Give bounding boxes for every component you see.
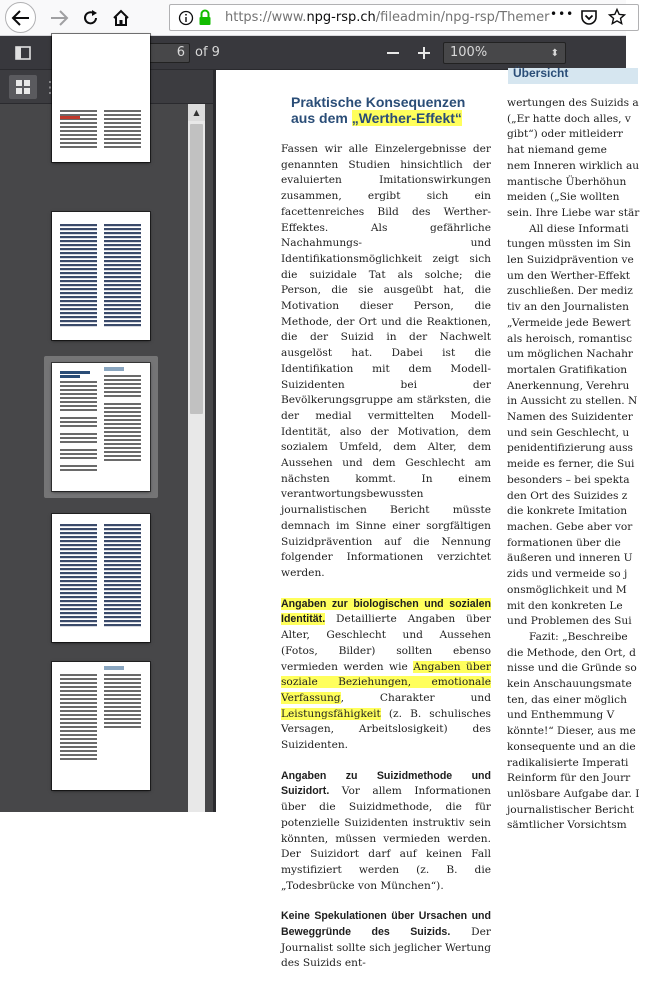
right-column-line: onsmöglichkeit und M xyxy=(507,583,627,596)
page-count: of 9 xyxy=(195,45,220,60)
right-column-line: nem Inneren wirklich au xyxy=(507,159,640,172)
right-column-line: unlösbare Aufgabe dar. I xyxy=(507,787,640,800)
url-text[interactable]: https://www.npg-rsp.ch/fileadmin/npg-rsp/Themer xyxy=(225,10,550,25)
right-column-line: mortalen Gratifikation xyxy=(507,363,628,376)
subheading-method: Angaben zu Suizidmethode und Suizidort. xyxy=(281,769,491,798)
right-column-line: Anerkennung, Verehru xyxy=(507,379,630,392)
right-column-line: und Enthemmung V xyxy=(507,709,615,722)
right-column-line: als heroisch, romantisc xyxy=(507,332,632,345)
heading-line-2: aus dem „Werther-Effekt“ xyxy=(291,110,462,126)
page-thumbnail-image xyxy=(52,363,150,491)
right-column-line: „Vermeide jede Bewert xyxy=(507,316,631,329)
right-column-line: tungen müssten im Sin xyxy=(507,238,631,251)
right-column-line: kein Anschauungsmate xyxy=(507,678,632,691)
grid-icon xyxy=(16,80,30,94)
page-thumbnail-image xyxy=(52,514,150,642)
right-column-line: mantische Überhöhun xyxy=(507,175,627,188)
page-thumbnail-6[interactable] xyxy=(52,514,150,642)
thumbnail-list[interactable] xyxy=(0,104,188,812)
minus-icon xyxy=(387,47,399,59)
url-bar[interactable] xyxy=(169,4,639,31)
arrow-right-icon xyxy=(50,10,68,26)
right-column-line: sämtlicher Vorsichtsm xyxy=(507,819,627,832)
subheading-identity: Angaben zur biologischen und sozialen Identität. xyxy=(281,597,491,626)
subheading-speculation: Keine Spekulationen über Ursachen und Beweggründe des Suizids. xyxy=(281,910,491,939)
right-column-line: und Problemen des Sui xyxy=(507,615,632,628)
right-column-line: die Methode, den Ort, d xyxy=(507,646,636,659)
right-column-line: zuschließen. Der mediz xyxy=(507,285,633,298)
right-column-line: All diese Informati xyxy=(529,222,629,235)
right-column-line: sein. Ihre Liebe war stär xyxy=(507,206,640,219)
section-tab-label: Übersicht xyxy=(513,66,569,80)
page-actions-button[interactable]: ••• xyxy=(550,7,575,21)
document-viewer[interactable] xyxy=(213,66,640,970)
right-column-line: besonders – bei spekta xyxy=(507,473,630,486)
zoom-value: 100% xyxy=(450,45,488,60)
updown-caret-icon: ⬍ xyxy=(550,48,559,59)
tab-thumbnails[interactable] xyxy=(9,75,37,99)
page-thumbnail-4[interactable] xyxy=(52,212,150,340)
right-column-line: journalistischer Bericht xyxy=(507,803,634,816)
pocket-icon[interactable] xyxy=(580,9,598,26)
page-thumbnail-image xyxy=(52,212,150,340)
highlight-werther-effekt: „Werther-Effekt“ xyxy=(351,110,462,126)
right-column-line: penidentifizierung auss xyxy=(507,442,633,455)
right-column-line: hat niemand geme xyxy=(507,144,607,157)
right-column-line: konsequente und an die xyxy=(507,740,636,753)
right-column-line: mit den konkreten Le xyxy=(507,599,623,612)
back-button[interactable] xyxy=(5,2,36,33)
plus-icon xyxy=(418,47,430,59)
page-thumbnail-image xyxy=(52,34,150,162)
heading-line-1: Praktische Konsequenzen xyxy=(291,94,466,110)
article-heading xyxy=(291,94,491,126)
paragraph-4: Keine Spekulationen über Ursachen und Beweggründe des Suizids. Der Journalist sollte sich jeglicher Wertung des Suizids ent- xyxy=(281,910,491,970)
right-column-line: Namen des Suizidenter xyxy=(507,411,633,424)
right-column-line: formationen über die xyxy=(507,536,621,549)
paragraph-2: Angaben zur biologischen und sozialen Identität. Detaillierte Angaben über Alter, Geschlecht und Aussehen (Fotos, Bilder) sollten ebenso vermieden werden wie Angaben über soziale Beziehungen, emotionale Verfassung, Charakter und Leistungsfähigkeit (z. B. schulisches Versagen, Arbeitslosigkeit) des Suizidenten. xyxy=(281,597,491,752)
right-column-line: meide es ferner, die Sui xyxy=(507,458,635,471)
page-thumbnail-7[interactable] xyxy=(52,662,150,790)
scrollbar-thumb[interactable] xyxy=(190,124,203,414)
right-column-line: radikalisierte Imperati xyxy=(507,756,629,769)
url-path: /fileadmin/npg-rsp/Themer xyxy=(375,10,550,25)
sidebar-scrollbar[interactable] xyxy=(188,104,205,812)
lock-icon xyxy=(198,9,212,26)
page-thumbnail-image xyxy=(52,662,150,790)
right-column-line: und sein Geschlecht, u xyxy=(507,426,630,439)
right-column-line: könnte!“ Dieser, aus me xyxy=(507,725,636,738)
reload-button[interactable] xyxy=(76,3,106,33)
info-icon[interactable] xyxy=(178,10,194,26)
right-column-line: zids und vermeide so j xyxy=(507,568,628,581)
right-column-line: len Suizidprävention ve xyxy=(507,254,634,267)
bookmark-star-icon[interactable] xyxy=(608,8,626,26)
paragraph-1: Fassen wir alle Einzelergebnisse der genannten Studien hinsichtlich der evaluierten Imitationswirkungen zusammen, ergibt sich ein facettenreiches Bild des Werther-Effektes. Als gefährliche Nachahmungs- und Identifikationsmöglichkeit zeigt sich die suizidale Tat als solche; die Person, die sie ausgeübt hat, die Motivation dieser Person, die Methode, der Ort und die Reaktionen, die der Suizid in der Nachwelt ausgelöst hat. Dabei ist die Identifikation mit dem Modell-Suizidenten bei der Bevölkerungsgruppe am stärksten, die der medial vermittelten Modell-Identität, also der Motivation, dem sozialem Umfeld, dem Alter, dem Aussehen und dem Geschlecht am nächsten kommt. In einem verantwortungsbewussten journalistischen Bericht müsste demnach im Sinne einer sorgfältigen Suizidprävention auf die Nennung folgender Informationen verzichtet werden. xyxy=(281,143,491,579)
right-column-line: machen. Gebe aber vor xyxy=(507,520,633,533)
page-thumbnail-5[interactable] xyxy=(52,363,150,491)
browser-navbar xyxy=(0,0,626,36)
sidebar xyxy=(0,70,213,812)
right-column-line: tiv an den Journalisten xyxy=(507,301,629,314)
text-column-left xyxy=(281,94,491,987)
right-column-line: meiden („Sie wollten xyxy=(507,191,620,204)
right-column-line: die konkrete Imitation xyxy=(507,505,628,518)
right-column-line: ten, das einer möglich xyxy=(507,693,627,706)
right-column-line: Reinform für den Jourr xyxy=(507,772,631,785)
right-column-lines xyxy=(507,96,647,834)
highlight-performance: Leistungsfähigkeit xyxy=(281,707,381,720)
arrow-left-icon xyxy=(12,10,30,26)
right-column-line: in Aussicht zu stellen. N xyxy=(507,395,638,408)
right-column-line: den Ort des Suizides z xyxy=(507,489,628,502)
right-column-line: nisse und die Gründe so xyxy=(507,662,637,675)
right-column-line: äußeren und inneren U xyxy=(507,552,633,565)
pdf-page xyxy=(216,66,640,970)
sidebar-toggle-icon xyxy=(15,46,31,60)
url-host: npg-rsp.ch xyxy=(306,10,376,25)
right-column-line: Fazit: „Beschreibe xyxy=(529,630,628,643)
forward-button[interactable] xyxy=(44,3,74,33)
paragraph-3: Angaben zu Suizidmethode und Suizidort. Vor allem Informationen über die Suizidmethode, die für potenzielle Suizidenten instruktiv sein könnten, müssen vermieden werden. Der Suizidort darf auf keinen Fall mystifiziert werden (z. B. die „Todesbrücke von München“). xyxy=(281,769,491,892)
right-column-line: um den Werther-Effekt xyxy=(507,269,631,282)
sidebar-toggle-button[interactable] xyxy=(10,41,36,65)
zoom-out-button[interactable] xyxy=(380,41,406,65)
home-button[interactable] xyxy=(106,3,136,33)
right-column-line: um möglichen Nachahr xyxy=(507,348,633,361)
home-icon xyxy=(112,9,130,27)
right-column-line: wertungen des Suizids a xyxy=(507,97,639,109)
page-number-input[interactable]: 6 xyxy=(138,43,190,63)
scroll-up-arrow-icon[interactable]: ▲ xyxy=(188,104,205,121)
page-thumbnail-3[interactable] xyxy=(52,34,150,162)
zoom-select[interactable] xyxy=(443,42,566,64)
right-column-line: („Er hatte doch alles, v xyxy=(507,112,631,125)
text-column-right xyxy=(507,96,647,834)
right-column-line: gibt“) oder mitleiderr xyxy=(507,128,623,141)
highlight-relations: Angaben über soziale Beziehungen, emotionale Verfassung xyxy=(281,660,491,704)
zoom-in-button[interactable] xyxy=(411,41,437,65)
reload-icon xyxy=(82,9,100,27)
